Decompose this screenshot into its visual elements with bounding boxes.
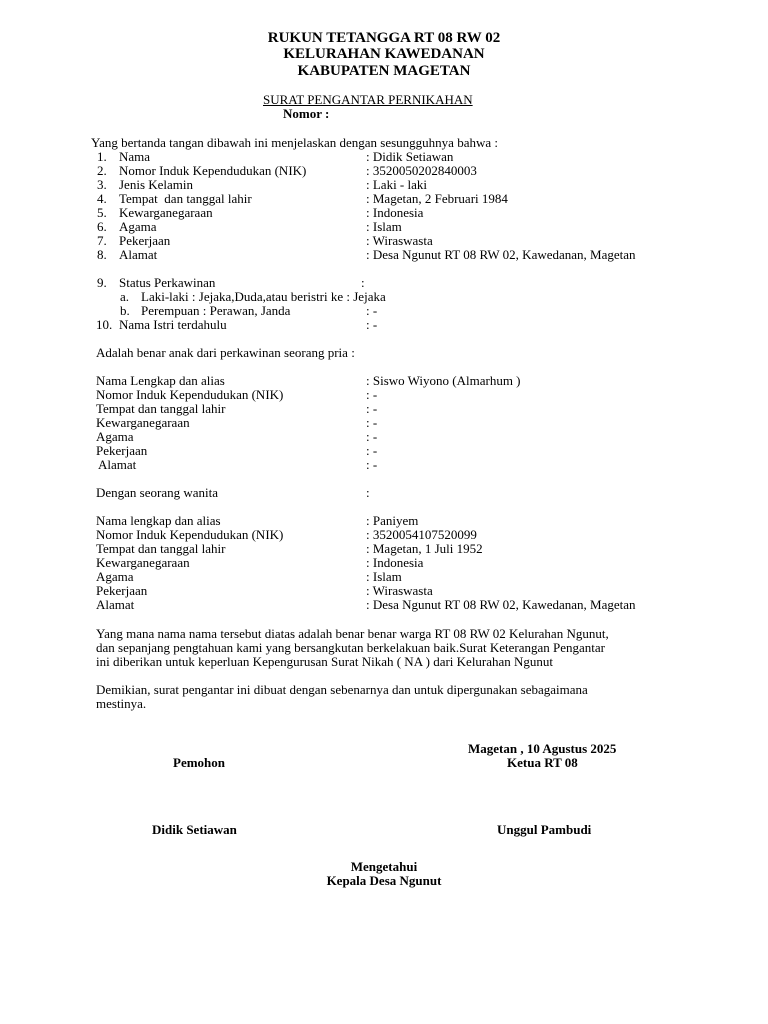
list-item-number: 8.: [97, 247, 107, 262]
paragraph-line: mestinya.: [96, 696, 147, 711]
field-label: Nomor Induk Kependudukan (NIK): [96, 527, 284, 542]
field-label: Pekerjaan: [96, 583, 148, 598]
list-item-number: 6.: [97, 219, 107, 234]
intro-text: Yang bertanda tangan dibawah ini menjelaskan dengan sesungguhnya bahwa :: [91, 135, 498, 150]
field-label: Alamat: [119, 247, 158, 262]
field-label: Nama Lengkap dan alias: [96, 373, 225, 388]
field-value: :: [361, 275, 365, 290]
field-label: Alamat: [96, 597, 135, 612]
field-value: : -: [366, 415, 378, 430]
field-label: Kewarganegaraan: [96, 555, 190, 570]
field-label: Tempat dan tanggal lahir: [96, 401, 226, 416]
village-head-role: Kepala Desa Ngunut: [326, 873, 442, 888]
field-label: Nomor Induk Kependudukan (NIK): [119, 163, 307, 178]
header-line-2: KELURAHAN KAWEDANAN: [283, 46, 485, 62]
field-value: : -: [366, 429, 378, 444]
field-value: : Didik Setiawan: [366, 149, 454, 164]
list-item-number: 10.: [96, 317, 113, 332]
field-label: Kewarganegaraan: [96, 415, 190, 430]
list-item-number: 2.: [97, 163, 107, 178]
field-label: Pekerjaan: [119, 233, 171, 248]
field-label: Alamat: [98, 457, 137, 472]
letter-title: SURAT PENGANTAR PERNIKAHAN: [263, 92, 473, 107]
paragraph-line: Yang mana nama nama tersebut diatas adalah benar benar warga RT 08 RW 02 Kelurahan Ngunut,: [96, 626, 609, 641]
field-value: : Wiraswasta: [366, 583, 433, 598]
field-label: Nama: [119, 149, 151, 164]
field-label: Nama Istri terdahulu: [119, 317, 227, 332]
field-value: : -: [366, 443, 378, 458]
field-label: Agama: [96, 429, 134, 444]
acknowledgement-label: Mengetahui: [350, 859, 418, 874]
sub-item-letter: a.: [120, 289, 130, 304]
paragraph-line: dan sepanjang pengtahuan kami yang bersangkutan berkelakuan baik.Surat Keterangan Pengantar: [96, 640, 605, 655]
field-value: : Laki - laki: [366, 177, 428, 192]
rt-head-signature-name: Unggul Pambudi: [497, 822, 592, 837]
field-label: Tempat dan tanggal lahir: [96, 541, 226, 556]
field-value: : Wiraswasta: [366, 233, 433, 248]
field-value: : Magetan, 2 Februari 1984: [366, 191, 508, 206]
paragraph-line: ini diberikan untuk keperluan Kepengurusan Surat Nikah ( NA ) dari Kelurahan Ngunut: [96, 654, 554, 669]
field-value: : 3520054107520099: [366, 527, 477, 542]
field-value: : -: [366, 303, 378, 318]
field-value: : Magetan, 1 Juli 1952: [366, 541, 483, 556]
field-value: :: [366, 485, 370, 500]
header-line-3: KABUPATEN MAGETAN: [297, 63, 471, 79]
field-value: : Indonesia: [366, 205, 424, 220]
list-item-number: 3.: [97, 177, 107, 192]
paragraph-line: Demikian, surat pengantar ini dibuat dengan sebenarnya dan untuk dipergunakan sebagaimana: [96, 682, 588, 697]
place-date: Magetan , 10 Agustus 2025: [468, 741, 617, 756]
list-item-number: 5.: [97, 205, 107, 220]
field-label: Status Perkawinan: [119, 275, 216, 290]
header-line-1: RUKUN TETANGGA RT 08 RW 02: [267, 30, 501, 46]
list-item-number: 7.: [97, 233, 107, 248]
field-label: Kewarganegaraan: [119, 205, 213, 220]
field-value: : Desa Ngunut RT 08 RW 02, Kawedanan, Magetan: [366, 247, 636, 262]
list-item-number: 1.: [97, 149, 107, 164]
field-value: : 3520050202840003: [366, 163, 477, 178]
field-value: : Islam: [366, 569, 402, 584]
letter-number: Nomor :: [283, 106, 330, 121]
field-label: Agama: [119, 219, 157, 234]
field-value: : Paniyem: [366, 513, 419, 528]
field-label: Jenis Kelamin: [119, 177, 194, 192]
section-intro: Adalah benar anak dari perkawinan seorang pria :: [96, 345, 355, 360]
section-intro: Dengan seorang wanita: [96, 485, 219, 500]
sub-item-letter: b.: [120, 303, 130, 318]
sub-item-text: Laki-laki : Jejaka,Duda,atau beristri ke : Jejaka: [141, 289, 386, 304]
field-label: Agama: [96, 569, 134, 584]
field-label: Nomor Induk Kependudukan (NIK): [96, 387, 284, 402]
applicant-role: Pemohon: [173, 755, 225, 770]
field-label: Pekerjaan: [96, 443, 148, 458]
field-value: : -: [366, 387, 378, 402]
field-value: : Desa Ngunut RT 08 RW 02, Kawedanan, Magetan: [366, 597, 636, 612]
field-value: : -: [366, 457, 378, 472]
list-item-number: 9.: [97, 275, 107, 290]
field-label: Nama lengkap dan alias: [96, 513, 221, 528]
field-value: : -: [366, 401, 378, 416]
field-value: : -: [366, 317, 378, 332]
applicant-signature-name: Didik Setiawan: [152, 822, 237, 837]
field-value: : Islam: [366, 219, 402, 234]
list-item-number: 4.: [97, 191, 107, 206]
sub-item-text: Perempuan : Perawan, Janda: [141, 303, 291, 318]
field-value: : Siswo Wiyono (Almarhum ): [366, 373, 521, 388]
field-value: : Indonesia: [366, 555, 424, 570]
field-label: Tempat dan tanggal lahir: [119, 191, 252, 206]
rt-head-role: Ketua RT 08: [507, 755, 578, 770]
